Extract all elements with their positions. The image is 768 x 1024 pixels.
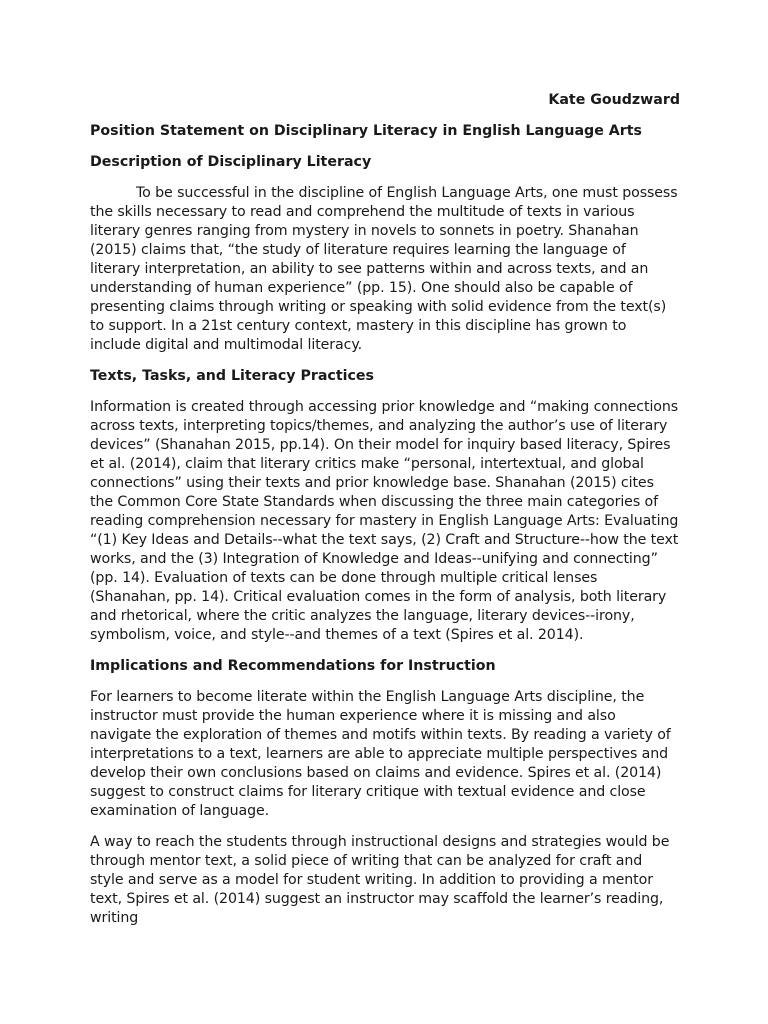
section-heading: Description of Disciplinary Literacy — [90, 154, 372, 170]
section-texts-tasks — [90, 367, 680, 645]
paragraph: Information is created through accessing prior knowledge and “making connections across texts, interpreting topics/themes, and analyzing the author’s use of literary devices” (Shanahan 2015, pp.14). On their model for inquiry based literacy, Spires et al. (2014), claim that literary critics make “personal, intertextual, and global connections” using their texts and prior knowledge base. Shanahan (2015) cites the Common Core State Standards when discussing the three main categories of reading comprehension necessary for mastery in English Language Arts: Evaluating “(1) Key Ideas and Details--what the text says, (2) Craft and Structure--how the text works, and the (3) Integration of Knowledge and Ideas--unifying and connecting” (pp. 14). Evaluation of texts can be done through multiple critical lenses (Shanahan, pp. 14). Critical evaluation comes in the form of analysis, both literary and rhetorical, where the critic analyzes the language, literary devices--irony, symbolism, voice, and style--and themes of a text (Spires et al. 2014). — [90, 399, 679, 643]
document-page — [90, 90, 680, 940]
document-title: Position Statement on Disciplinary Literacy in English Language Arts — [90, 123, 642, 139]
section-heading: Implications and Recommendations for Instruction — [90, 658, 496, 674]
section-implications — [90, 657, 680, 928]
paragraph: For learners to become literate within the English Language Arts discipline, the instructor must provide the human experience where it is missing and also navigate the exploration of themes and motifs within texts. By reading a variety of interpretations to a text, learners are able to appreciate multiple perspectives and develop their own conclusions based on claims and evidence. Spires et al. (2014) suggest to construct claims for literary critique with textual evidence and close examination of language. — [90, 689, 671, 819]
paragraph: To be successful in the discipline of English Language Arts, one must possess the skills necessary to read and comprehend the multitude of texts in various literary genres ranging from mystery in novels to sonnets in poetry. Shanahan (2015) claims that, “the study of literature requires learning the language of literary interpretation, an ability to see patterns within and across texts, and an understanding of human experience” (pp. 15). One should also be capable of presenting claims through writing or speaking with solid evidence from the text(s) to support. In a 21st century context, mastery in this discipline has grown to include digital and multimodal literacy. — [90, 185, 678, 353]
section-description — [90, 153, 680, 355]
author-name: Kate Goudzward — [548, 92, 680, 108]
paragraph: A way to reach the students through instructional designs and strategies would be through mentor text, a solid piece of writing that can be analyzed for craft and style and serve as a model for student writing. In addition to providing a mentor text, Spires et al. (2014) suggest an instructor may scaffold the learner’s reading, writing — [90, 834, 670, 926]
section-heading: Texts, Tasks, and Literacy Practices — [90, 368, 374, 384]
